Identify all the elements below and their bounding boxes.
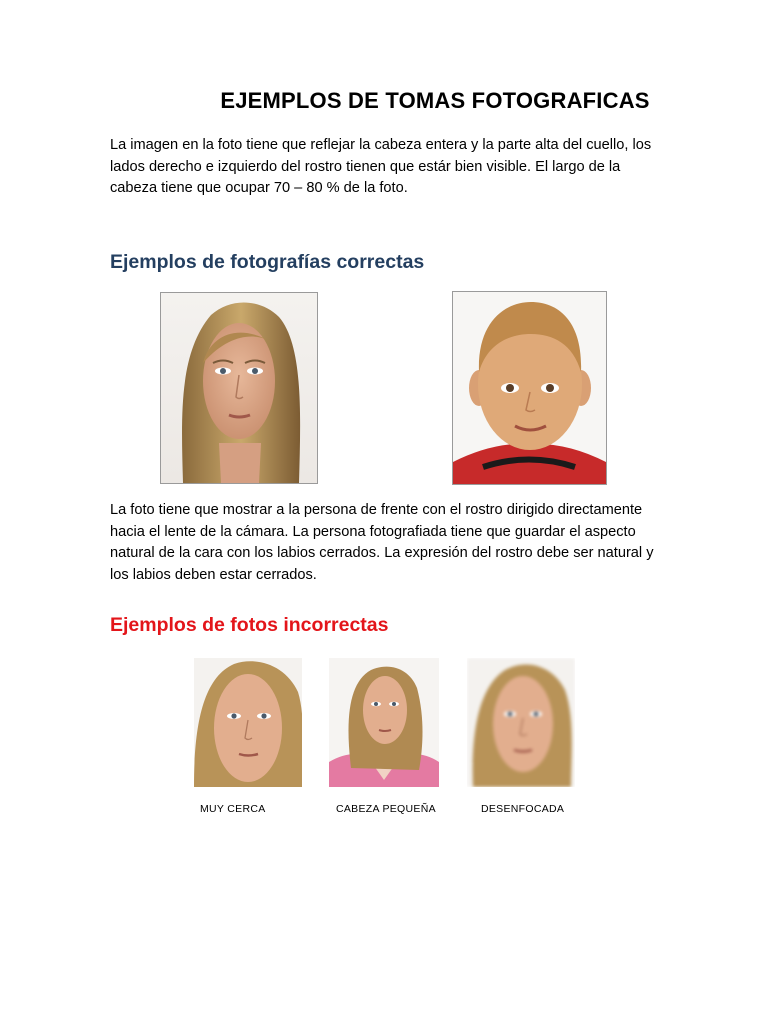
correct-photo-boy: [452, 291, 607, 485]
intro-paragraph: La imagen en la foto tiene que reflejar la cabeza entera y la parte alta del cuello, los lados derecho e izquierdo del rostro tienen que estár bien visible. El largo de la cabeza tiene que ocupar 70 – 80 % de la foto.: [110, 137, 652, 196]
page-title: EJEMPLOS DE TOMAS FOTOGRAFICAS: [220, 88, 650, 113]
correct-description-paragraph: La foto tiene que mostrar a la persona de frente con el rostro dirigido directamente hacia el lente de la cámara. La persona fotografiada tiene que guardar el aspecto natural de la cara con los labios cerrados. La expresión del rostro debe ser natural y los labios deben estar cerrados.: [110, 502, 654, 583]
correct-photo-woman: [160, 292, 318, 484]
caption-blurred: DESENFOCADA: [481, 803, 565, 815]
incorrect-examples-heading: Ejemplos de fotos incorrectas: [110, 614, 389, 636]
incorrect-photo-small-head: [329, 658, 439, 787]
incorrect-photo-too-close: [194, 658, 302, 787]
correct-examples-heading: Ejemplos de fotografías correctas: [110, 251, 425, 273]
caption-small-head: CABEZA PEQUEÑA: [336, 803, 436, 815]
caption-too-close: MUY CERCA: [200, 803, 266, 815]
incorrect-photo-blurred: [467, 658, 575, 787]
